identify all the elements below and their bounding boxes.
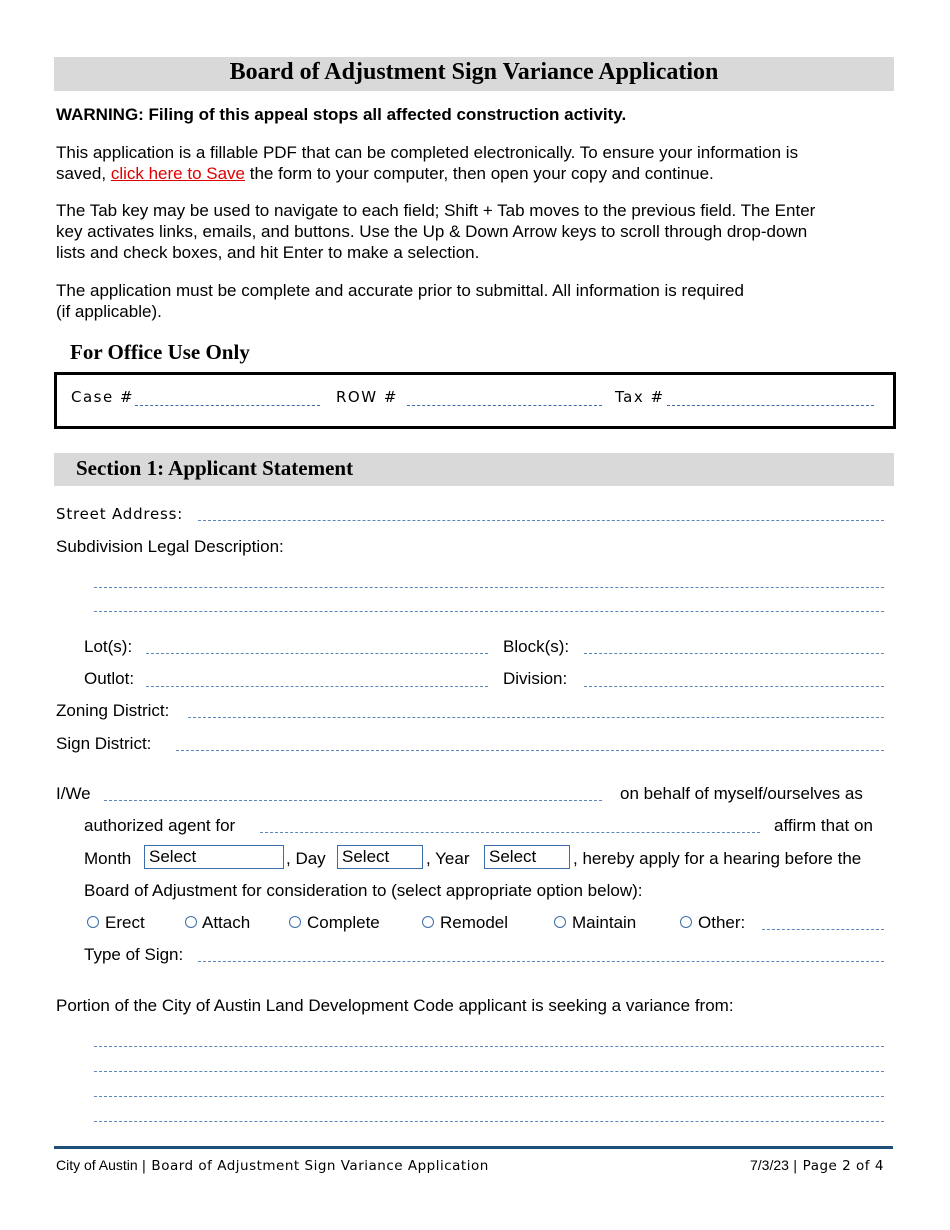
outlot-label: Outlot: bbox=[84, 669, 135, 688]
complete-note-line-1: The application must be complete and accurate prior to submittal. All information is required bbox=[56, 281, 744, 300]
type-of-sign-field[interactable] bbox=[198, 961, 884, 962]
attach-label: Attach bbox=[202, 913, 251, 932]
affirm-text: affirm that on bbox=[774, 816, 873, 835]
division-field[interactable] bbox=[584, 686, 884, 687]
row-number-label: ROW # bbox=[336, 388, 398, 406]
page-title: Board of Adjustment Sign Variance Application bbox=[54, 57, 894, 91]
year-select[interactable]: Select bbox=[484, 845, 570, 869]
year-label: , Year bbox=[426, 849, 470, 868]
lots-label: Lot(s): bbox=[84, 637, 133, 656]
nav-help-line-1: The Tab key may be used to navigate to each field; Shift + Tab moves to the previous field. The Enter bbox=[56, 201, 816, 220]
code-portion-field-line-4[interactable] bbox=[94, 1121, 884, 1122]
tax-number-label: Tax # bbox=[615, 388, 665, 406]
maintain-radio[interactable] bbox=[554, 916, 566, 928]
section-1-heading-text: Section 1: Applicant Statement bbox=[76, 456, 354, 480]
remodel-label: Remodel bbox=[440, 913, 509, 932]
sign-district-field[interactable] bbox=[176, 750, 884, 751]
footer-right bbox=[750, 1156, 884, 1175]
zoning-district-label: Zoning District: bbox=[56, 701, 170, 720]
complete-label: Complete bbox=[307, 913, 380, 932]
office-use-box bbox=[54, 372, 896, 429]
authorized-agent-label: authorized agent for bbox=[84, 816, 236, 835]
complete-note-line-2: (if applicable). bbox=[56, 302, 162, 321]
applicant-name-field[interactable] bbox=[104, 800, 602, 801]
day-label: , Day bbox=[286, 849, 326, 868]
on-behalf-text: on behalf of myself/ourselves as bbox=[620, 784, 863, 803]
footer-rule bbox=[54, 1146, 893, 1149]
division-label: Division: bbox=[503, 669, 568, 688]
other-label: Other: bbox=[698, 913, 746, 932]
blocks-label: Block(s): bbox=[503, 637, 570, 656]
warning-text: WARNING: Filing of this appeal stops all affected construction activity. bbox=[56, 105, 627, 124]
subdivision-field-line-2[interactable] bbox=[94, 611, 884, 612]
board-consideration-text: Board of Adjustment for consideration to (select appropriate option below): bbox=[84, 881, 643, 900]
iwe-label: I/We bbox=[56, 784, 91, 803]
intro-after-link: the form to your computer, then open your copy and continue. bbox=[249, 164, 714, 183]
erect-radio[interactable] bbox=[87, 916, 99, 928]
outlot-field[interactable] bbox=[146, 686, 488, 687]
erect-label: Erect bbox=[105, 913, 145, 932]
footer-left bbox=[56, 1156, 489, 1175]
section-1-heading bbox=[54, 453, 894, 486]
lots-field[interactable] bbox=[146, 653, 488, 654]
day-select[interactable]: Select bbox=[337, 845, 423, 869]
code-portion-field-line-1[interactable] bbox=[94, 1046, 884, 1047]
street-address-label: Street Address: bbox=[56, 505, 184, 523]
blocks-field[interactable] bbox=[584, 653, 884, 654]
street-address-field[interactable] bbox=[198, 520, 884, 521]
month-label: Month bbox=[84, 849, 132, 868]
hereby-text: , hereby apply for a hearing before the bbox=[573, 849, 862, 868]
intro-line-1: This application is a fillable PDF that can be completed electronically. To ensure your information is bbox=[56, 143, 799, 162]
row-number-field[interactable] bbox=[407, 405, 602, 406]
intro-before-link: saved, bbox=[56, 164, 107, 183]
case-number-label: Case # bbox=[71, 388, 135, 406]
attach-radio[interactable] bbox=[185, 916, 197, 928]
code-portion-label: Portion of the City of Austin Land Development Code applicant is seeking a variance from: bbox=[56, 996, 734, 1015]
zoning-district-field[interactable] bbox=[188, 717, 884, 718]
other-radio[interactable] bbox=[680, 916, 692, 928]
subdivision-field-line-1[interactable] bbox=[94, 587, 884, 588]
nav-help-line-3: lists and check boxes, and hit Enter to make a selection. bbox=[56, 243, 480, 262]
tax-number-field[interactable] bbox=[667, 405, 874, 406]
office-use-heading: For Office Use Only bbox=[70, 340, 250, 364]
type-of-sign-label: Type of Sign: bbox=[84, 945, 184, 964]
code-portion-field-line-2[interactable] bbox=[94, 1071, 884, 1072]
sign-district-label: Sign District: bbox=[56, 734, 152, 753]
footer-doc-title: | Board of Adjustment Sign Variance Application bbox=[141, 1158, 489, 1174]
case-number-field[interactable] bbox=[135, 405, 320, 406]
month-select[interactable]: Select bbox=[144, 845, 284, 869]
code-portion-field-line-3[interactable] bbox=[94, 1096, 884, 1097]
subdivision-label: Subdivision Legal Description: bbox=[56, 537, 284, 556]
remodel-radio[interactable] bbox=[422, 916, 434, 928]
footer-page: | Page 2 of 4 bbox=[792, 1158, 884, 1174]
other-field[interactable] bbox=[762, 929, 884, 930]
complete-radio[interactable] bbox=[289, 916, 301, 928]
nav-help-line-2: key activates links, emails, and buttons. Use the Up & Down Arrow keys to scroll through drop-down bbox=[56, 222, 808, 241]
intro-line-2 bbox=[56, 163, 906, 184]
footer-date: 7/3/23 bbox=[750, 1157, 789, 1173]
maintain-label: Maintain bbox=[572, 913, 637, 932]
footer-org: City of Austin bbox=[56, 1157, 138, 1173]
save-link[interactable]: click here to Save bbox=[110, 164, 246, 183]
authorized-agent-field[interactable] bbox=[260, 832, 760, 833]
